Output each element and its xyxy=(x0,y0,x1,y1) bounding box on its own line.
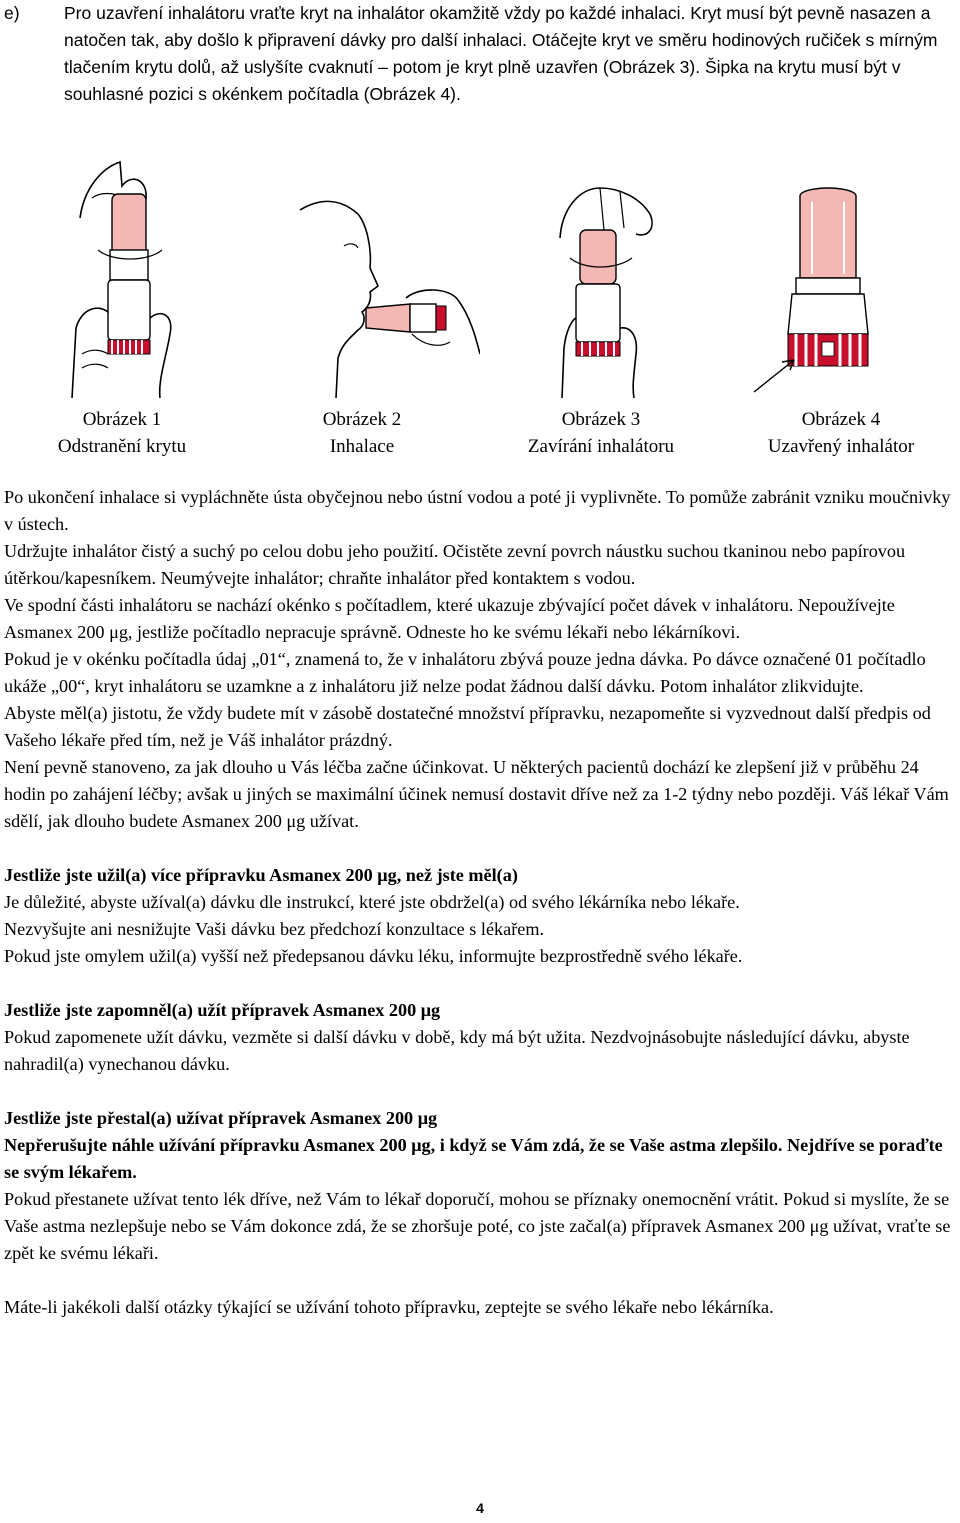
figure-2-illustration xyxy=(280,158,480,398)
instruction-text: Pro uzavření inhalátoru vraťte kryt na inhalátor okamžitě vždy po každé inhalaci. Kryt musí být pevně nasazen a natočen tak, aby došlo k připravení dávky pro další inhalaci. Otáčejte kryt ve směru hodinových ručiček s mírným tlačením krytu dolů, až uslyšíte cvaknutí – potom je kryt plně uzavřen (Obrázek 3). Šipka na krytu musí být v souhlasné pozici s okénkem počítadla (Obrázek 4). xyxy=(64,3,938,104)
figure-1-illustration xyxy=(62,158,192,398)
page-number: 4 xyxy=(476,1500,484,1516)
figure-1-title: Obrázek 1 xyxy=(82,409,162,430)
missed-dose-text: Pokud zapomenete užít dávku, vezměte si další dávku v době, kdy má být užita. Nezdvojnásobujte následující dávku, abyste nahradil(a) vynechanou dávku. xyxy=(4,1027,910,1074)
figure-3-caption xyxy=(496,406,706,460)
figure-4-caption xyxy=(736,406,946,460)
overdose-line-2: Nezvyšujte ani nesnižujte Vaši dávku bez předchozí konzultace s lékařem. xyxy=(4,919,545,939)
overdose-line-1: Je důležité, abyste užíval(a) dávku dle instrukcí, které jste obdržel(a) od svého lékárníka nebo lékaře. xyxy=(4,892,740,912)
closing-text: Máte-li jakékoli další otázky týkající se užívání tohoto přípravku, zeptejte se svého lékaře nebo lékárníka. xyxy=(4,1297,774,1317)
stopping-warning: Nepřerušujte náhle užívání přípravku Asmanex 200 μg, i když se Vám zdá, že se Vaše astma zlepšilo. Nejdříve se poraďte se svým lékařem. xyxy=(4,1135,943,1182)
figure-3-illustration xyxy=(540,158,670,398)
list-marker: e) xyxy=(4,3,20,23)
figure-2-subtitle: Inhalace xyxy=(329,436,395,457)
figure-4-illustration xyxy=(752,158,882,398)
figure-4-subtitle: Uzavřený inhalátor xyxy=(767,436,915,457)
body-text xyxy=(4,484,959,1321)
missed-dose-heading: Jestliže jste zapomněl(a) užít přípravek Asmanex 200 μg xyxy=(4,1000,441,1020)
overdose-line-3: Pokud jste omylem užil(a) vyšší než předepsanou dávku léku, informujte bezprostředně svého lékaře. xyxy=(4,946,743,966)
paragraph-cleaning: Udržujte inhalátor čistý a suchý po celou dobu jeho použití. Očistěte zevní povrch náustku suchou tkaninou nebo papírovou útěrkou/kapesníkem. Neumývejte inhalátor; chraňte inhalátor před kontaktem s vodou. xyxy=(4,541,906,588)
paragraph-counter: Ve spodní části inhalátoru se nachází okénko s počítadlem, které ukazuje zbývající počet dávek v inhalátoru. Nepoužívejte Asmanex 200 μg, jestliže počítadlo nepracuje správně. Odneste ho ke svému lékaři nebo lékárníkovi. xyxy=(4,595,895,642)
overdose-heading: Jestliže jste užil(a) více přípravku Asmanex 200 μg, než jste měl(a) xyxy=(4,865,518,885)
figure-2-caption xyxy=(262,406,462,460)
paragraph-last-dose: Pokud je v okénku počítadla údaj „01“, znamená to, že v inhalátoru zbývá pouze jedna dávka. Po dávce označené 01 počítadlo ukáže „00“, kryt inhalátoru se uzamkne a z inhalátoru již nelze podat žádnou další dávku. Potom inhalátor zlikvidujte. xyxy=(4,649,926,696)
figure-4-title: Obrázek 4 xyxy=(801,409,881,430)
paragraph-mouth-rinse: Po ukončení inhalace si vypláchněte ústa obyčejnou nebo ústní vodou a poté ji vyplivněte. To pomůže zabránit vzniku moučnivky v ústech. xyxy=(4,487,951,534)
figure-1-subtitle: Odstranění krytu xyxy=(57,436,187,457)
figure-2-title: Obrázek 2 xyxy=(322,409,402,430)
stopping-text: Pokud přestanete užívat tento lék dříve, než Vám to lékař doporučí, mohou se příznaky onemocnění vrátit. Pokud si myslíte, že se Vaše astma nezlepšuje nebo se Vám dokonce zdá, že se zhoršuje poté, co jste začal(a) přípravek Asmanex 200 μg užívat, vraťte se zpět ke svému lékaři. xyxy=(4,1189,951,1263)
figure-3-title: Obrázek 3 xyxy=(561,409,641,430)
instruction-item-e xyxy=(0,0,958,108)
paragraph-refill: Abyste měl(a) jistotu, že vždy budete mít v zásobě dostatečné množství přípravku, nezapomeňte si vyzvednout další předpis od Vašeho lékaře před tím, než je Váš inhalátor prázdný. xyxy=(4,703,931,750)
stopping-heading: Jestliže jste přestal(a) užívat přípravek Asmanex 200 μg xyxy=(4,1108,438,1128)
figure-3-subtitle: Zavírání inhalátoru xyxy=(527,436,675,457)
paragraph-onset: Není pevně stanoveno, za jak dlouho u Vás léčba začne účinkovat. U některých pacientů dochází ke zlepšení již v průběhu 24 hodin po zahájení léčby; avšak u jiných se maximální účinek nemusí dostavit dříve než za 1-2 týdny nebo později. Váš lékař Vám sdělí, jak dlouho budete Asmanex 200 μg užívat. xyxy=(4,757,949,831)
figures-row xyxy=(0,158,960,458)
figure-1-caption xyxy=(22,406,222,460)
